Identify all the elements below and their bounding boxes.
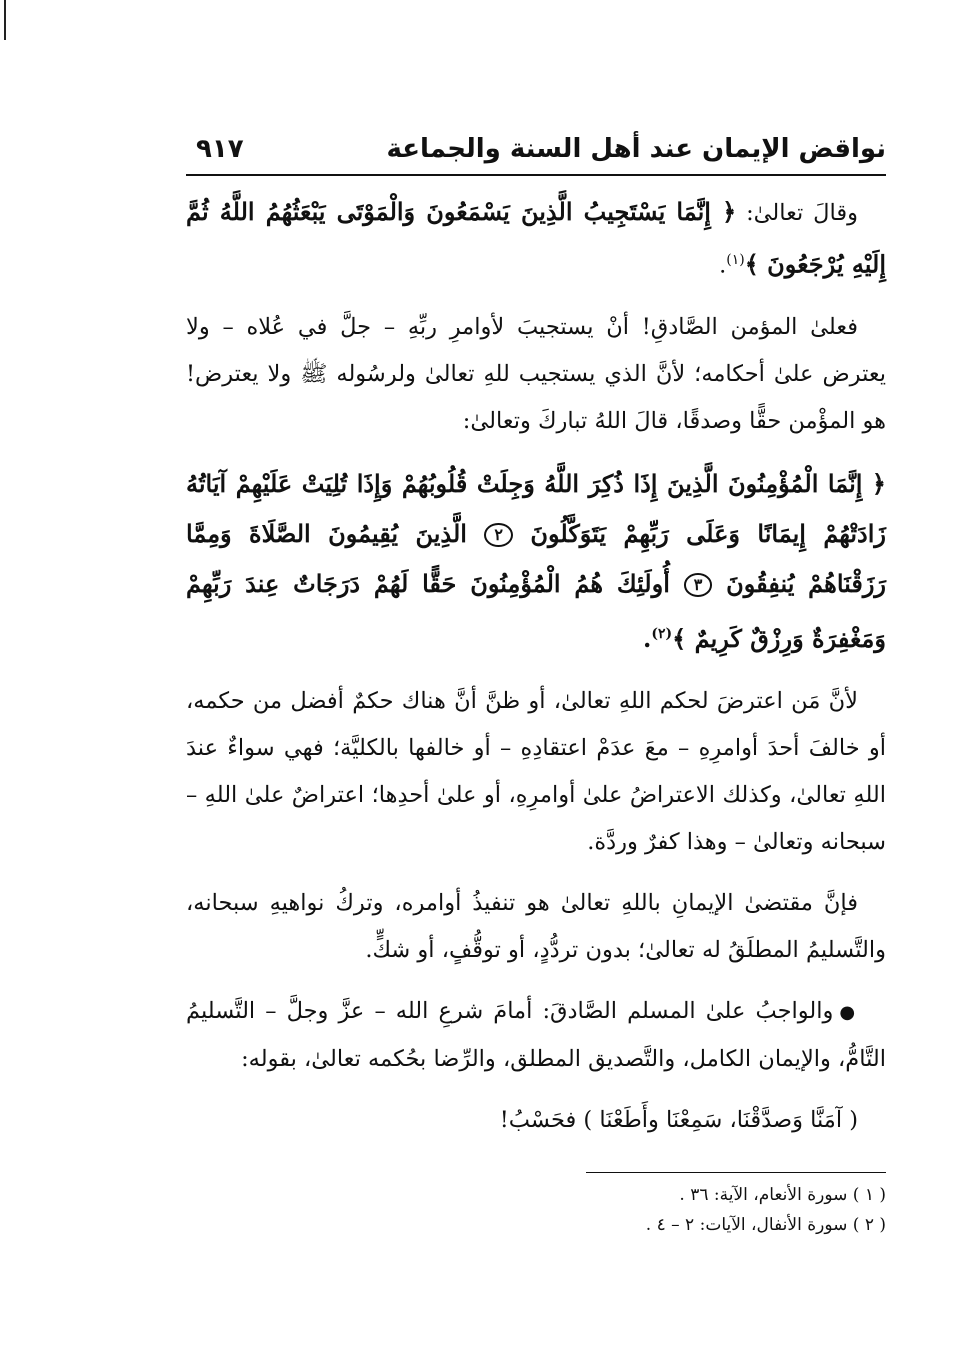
paragraph-1 xyxy=(186,188,886,290)
verse-intro: وقالَ تعالىٰ: xyxy=(746,200,859,226)
footnotes xyxy=(386,1180,886,1240)
page-header xyxy=(186,132,886,176)
page-edge-mark xyxy=(4,0,6,40)
footnote-1: ( ١ ) سورة الأنعام، الآية: ٣٦ . xyxy=(679,1185,886,1205)
paragraph-2: فعلىٰ المؤمن الصَّادقِ! أنْ يستجيبَ لأوامرِ ربِّهِ – جلَّ في عُلاه – ولا يعترض علىٰ أحكامه؛ لأنَّ الذي يستجيب للهِ تعالىٰ ولرسُوله ﷺ ولا يعترض! هو المؤْمن حقًّا وصدقًا، قالَ اللهُ تباركَ وتعالىٰ: xyxy=(186,313,886,434)
footnote-ref-2: (٢) xyxy=(651,625,673,642)
quran-verse-1: ﴿ إِنَّمَا يَسْتَجِيبُ الَّذِينَ يَسْمَعُونَ وَالْمَوْتَى يَبْعَثُهُمُ اللَّهُ ثُمَّ إِلَيْهِ يُرْجَعُونَ ﴾ xyxy=(186,197,886,279)
main-text xyxy=(186,188,886,1144)
footnote-ref-1: (١) xyxy=(726,252,745,268)
paragraph-5-text: والواجبُ علىٰ المسلم الصَّادقَ: أمامَ شرعِ الله – عزَّ وجلَّ – التَّسليمُ التَّامُّ، والإيمان الكامل، والتَّصديق المطلق، والرِّضا بحُكمه تعالىٰ، بقوله: xyxy=(186,997,886,1072)
running-title: نواقض الإيمان عند أهل السنة والجماعة xyxy=(386,134,886,164)
verse-number-marker: ٢ xyxy=(484,523,513,547)
paragraph-6: ( آمَنَّا وَصدَّقْنَا، سَمِعْنَا وأَطَعْنَا ) فحَسْبُ! xyxy=(499,1106,858,1133)
paragraph-5 xyxy=(186,988,886,1083)
bullet-icon: ● xyxy=(839,1001,858,1023)
page-number: ٩١٧ xyxy=(196,134,244,164)
sentence-end: . xyxy=(643,623,652,653)
footnote-2: ( ٢ ) سورة الأنفال، الآيات: ٢ – ٤ . xyxy=(645,1215,886,1235)
sentence-end: . xyxy=(719,252,727,279)
footnote-divider xyxy=(586,1172,886,1173)
verse-2-part-b: الَّذِينَ يُقِيمُونَ الصَّلَاةَ وَمِمَّا رَزَقْنَاهُمْ يُنفِقُونَ xyxy=(186,518,887,598)
quran-verse-2 xyxy=(186,459,886,664)
verse-2-part-a: ﴿ إِنَّمَا الْمُؤْمِنُونَ الَّذِينَ إِذَا ذُكِرَ اللَّهُ وَجِلَتْ قُلُوبُهُمْ وَإِذَا تُلِيَتْ عَلَيْهِمْ آيَاتُهُ زَادَتْهُمْ إِيمَانًا وَعَلَى رَبِّهِمْ يَتَوَكَّلُونَ xyxy=(186,468,886,548)
paragraph-3: لأنَّ مَن اعترضَ لحكم اللهِ تعالىٰ، أو ظنَّ أنَّ هناك حكمٌ أفضل من حكمه، أو خالفَ أحدَ أوامرِهِ – معَ عدَمْ اعتقادِهِ – أو خالفها بالكليَّة؛ فهي سواءٌ عندَ اللهِ تعالىٰ، وكذلك الاعتراضُ علىٰ أوامرِهِ، أو علىٰ أحدِها؛ اعتراضٌ علىٰ اللهِ – سبحانه وتعالىٰ – وهذا كفرٌ وردَّة. xyxy=(186,687,886,855)
verse-2-part-c: أُولَئِكَ هُمُ الْمُؤْمِنُونَ حَقًّا لَهُمْ دَرَجَاتٌ عِندَ رَبِّهِمْ وَمَغْفِرَةٌ وَرِزْقٌ كَرِيمٌ ﴾ xyxy=(186,568,886,653)
verse-number-marker: ٣ xyxy=(684,573,713,597)
paragraph-4: فإنَّ مقتضىٰ الإيمانِ باللهِ تعالىٰ هو تنفيذُ أوامره، وتركُ نواهيهِ سبحانه، والتَّسليمُ المطلَقُ له تعالىٰ؛ بدون تردُّدٍ، أو توقُّفٍ، أو شكٍّ. xyxy=(186,889,886,963)
